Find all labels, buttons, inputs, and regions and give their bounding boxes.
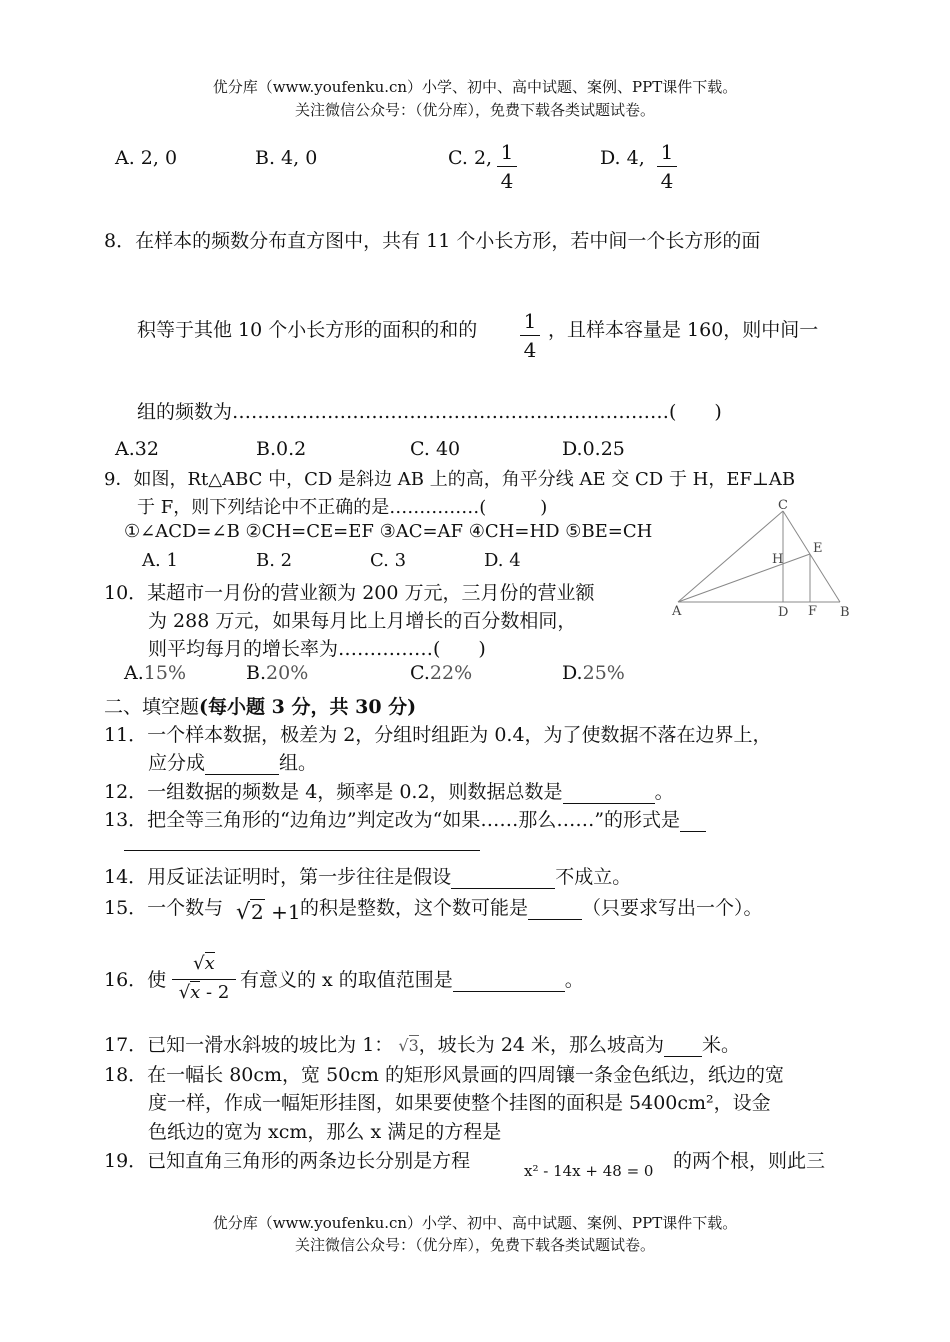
section-title-part: (每小题	[199, 696, 272, 718]
q8-option-c: C. 40	[410, 438, 461, 460]
label-f: F	[808, 604, 818, 619]
q8-line-1: 8．在样本的频数分布直方图中，共有 11 个小长方形，若中间一个长方形的面	[104, 230, 761, 252]
q12-text: 。	[654, 781, 674, 803]
q10-option-c	[410, 662, 472, 684]
q8-line-3: 组的频数为……………………………………………………………( )	[137, 401, 722, 423]
q12	[104, 777, 674, 804]
q11-line-2	[148, 748, 317, 775]
q17-text: ，坡长为 24 米，那么坡高为	[418, 1034, 665, 1056]
section-title: 二、填空题	[104, 696, 200, 718]
option-letter: D.	[562, 662, 583, 684]
option-value: 20%	[266, 662, 309, 684]
q15-blank[interactable]	[528, 897, 582, 920]
q7-option-d: D. 4,	[600, 147, 645, 169]
q8-option-b: B.0.2	[256, 438, 307, 460]
fraction-denominator: 4	[523, 338, 537, 362]
q11-text: 应分成	[148, 752, 206, 774]
q9-option-b: B. 2	[256, 550, 293, 571]
bisector-ae	[678, 554, 810, 602]
label-e: E	[813, 541, 823, 556]
q9-option-a: A. 1	[142, 550, 178, 571]
q8-option-a: A.32	[115, 438, 159, 460]
label-c: C	[778, 498, 788, 513]
q9-line-3: ①∠ACD=∠B ②CH=CE=EF ③AC=AF ④CH=HD ⑤BE=CH	[124, 521, 653, 542]
section-title-part: 3	[271, 696, 285, 718]
label-d: D	[778, 605, 789, 620]
label-h: H	[772, 552, 784, 567]
q7-option-c-fraction	[497, 140, 517, 193]
q16-text: 。	[564, 969, 584, 991]
label-a: A	[672, 604, 682, 619]
q13-blank[interactable]	[680, 809, 706, 832]
q12-blank[interactable]	[563, 781, 655, 804]
q8-line-2a: 积等于其他 10 个小长方形的面积的和的	[137, 319, 478, 341]
q17-radicand: 3	[408, 1036, 419, 1055]
q14-text: 不成立。	[555, 866, 632, 888]
q13	[104, 805, 706, 832]
q10-option-b	[246, 662, 308, 684]
q9-line-1: 9．如图，Rt△ABC 中，CD 是斜边 AB 上的高，角平分线 AE 交 CD 于 H，EF⊥AB	[104, 469, 796, 490]
q13-text: 13．把全等三角形的“边角边”判定改为“如果……那么……”的形式是	[104, 809, 681, 831]
q14	[104, 862, 631, 889]
q19-equation: x² - 14x + 48 = 0	[524, 1162, 654, 1180]
q9-option-c: C. 3	[370, 550, 407, 571]
den-tail: - 2	[200, 982, 230, 1003]
q11-text: 组。	[279, 752, 318, 774]
fraction-denominator: 4	[660, 169, 674, 193]
q16-numerator: √x	[193, 953, 215, 974]
section-title-part: 分)	[381, 696, 417, 718]
q10-line-2: 为 288 万元，如果每月比上月增长的百分数相同，	[148, 610, 577, 632]
expr-tail: +1	[264, 900, 301, 924]
q7-option-d-fraction	[657, 140, 677, 193]
q9-line-2: 于 F，则下列结论中不正确的是……………( )	[137, 497, 548, 518]
triangle-figure	[668, 496, 850, 622]
q19-text-b: 的两个根，则此三	[673, 1150, 826, 1172]
q16-fraction	[172, 953, 236, 1003]
q10-option-a	[124, 662, 186, 684]
q8-line-2b: ，且样本容量是 160，则中间一	[548, 319, 819, 341]
q7-option-b: B. 4, 0	[255, 147, 318, 169]
q16-denominator: √x - 2	[178, 982, 230, 1003]
side-cb	[783, 511, 840, 602]
side-ac	[678, 511, 783, 602]
header-line-2: 关注微信公众号：（优分库），免费下载各类试题试卷。	[294, 101, 655, 119]
footer-line-2: 关注微信公众号：（优分库），免费下载各类试题试卷。	[294, 1236, 655, 1254]
q12-text: 12．一组数据的频数是 4，频率是 0.2，则数据总数是	[104, 781, 563, 803]
footer-line-1: 优分库（www.youfenku.cn）小学、初中、高中试题、案例、PPT课件下载。	[212, 1214, 738, 1232]
q18-line-2: 度一样，作成一幅矩形挂图，如果要使整个挂图的面积是 5400cm²，设金	[148, 1092, 771, 1114]
radicand: 2	[251, 900, 264, 924]
q15-expression: √2 +1	[236, 900, 301, 925]
fraction-denominator: 4	[500, 169, 514, 193]
fraction-numerator: 1	[660, 140, 674, 164]
option-letter: B.	[246, 662, 267, 684]
q10-option-d	[562, 662, 625, 684]
q18-line-1: 18．在一幅长 80cm，宽 50cm 的矩形风景画的四周镶一条金色纸边，纸边的宽	[104, 1064, 784, 1086]
q15-text: （只要求写出一个）。	[582, 897, 763, 919]
q19-text-a: 19．已知直角三角形的两条边长分别是方程	[104, 1150, 471, 1172]
q17-text: 17．已知一滑水斜坡的坡比为 1：	[104, 1034, 394, 1056]
q9-option-d: D. 4	[484, 550, 521, 571]
option-letter: C.	[410, 662, 430, 684]
section-2-title	[104, 692, 416, 719]
q17: 17．已知一滑水斜坡的坡比为 1： √3，坡长为 24 米，那么坡高为 米。	[104, 1034, 741, 1056]
q11-blank[interactable]	[205, 752, 279, 775]
fraction-numerator: 1	[500, 140, 514, 164]
option-value: 15%	[143, 662, 186, 684]
q13-answer-line[interactable]	[124, 850, 480, 851]
section-title-part: 30	[355, 696, 382, 718]
option-value: 25%	[582, 662, 625, 684]
q11-line-1: 11．一个样本数据，极差为 2，分组时组距为 0.4，为了使数据不落在边界上，	[104, 724, 772, 746]
header-line-1: 优分库（www.youfenku.cn）小学、初中、高中试题、案例、PPT课件下载。	[212, 78, 738, 96]
q17-text: 米。	[702, 1034, 741, 1056]
q7-option-a: A. 2, 0	[115, 147, 178, 169]
q10-line-1: 10．某超市一月份的营业额为 200 万元，三月份的营业额	[104, 582, 595, 604]
section-title-part: 分，共	[284, 696, 356, 718]
label-b: B	[840, 605, 850, 620]
q15-text: 的积是整数，这个数可能是	[300, 897, 529, 919]
q8-option-d: D.0.25	[562, 438, 625, 460]
q18-line-3: 色纸边的宽为 xcm，那么 x 满足的方程是	[148, 1121, 502, 1143]
q16-text: 有意义的 x 的取值范围是	[240, 969, 453, 991]
q16-text-a: 16．使	[104, 969, 167, 991]
q8-fraction	[520, 309, 540, 362]
q15-text-a: 15．一个数与	[104, 897, 224, 919]
q10-line-3: 则平均每月的增长率为……………( )	[148, 638, 486, 660]
radicand: x	[190, 982, 201, 1003]
option-value: 22%	[429, 662, 473, 684]
q14-blank[interactable]	[451, 866, 555, 889]
radicand: x	[204, 953, 215, 974]
q14-text: 14．用反证法证明时，第一步往往是假设	[104, 866, 452, 888]
q7-option-c: C. 2,	[448, 147, 493, 169]
q15-text-b	[300, 893, 763, 920]
q16-text-b	[240, 965, 584, 992]
option-letter: A.	[124, 662, 144, 684]
q17-blank[interactable]	[664, 1034, 702, 1057]
q16-blank[interactable]	[453, 969, 565, 992]
fraction-numerator: 1	[523, 309, 537, 333]
